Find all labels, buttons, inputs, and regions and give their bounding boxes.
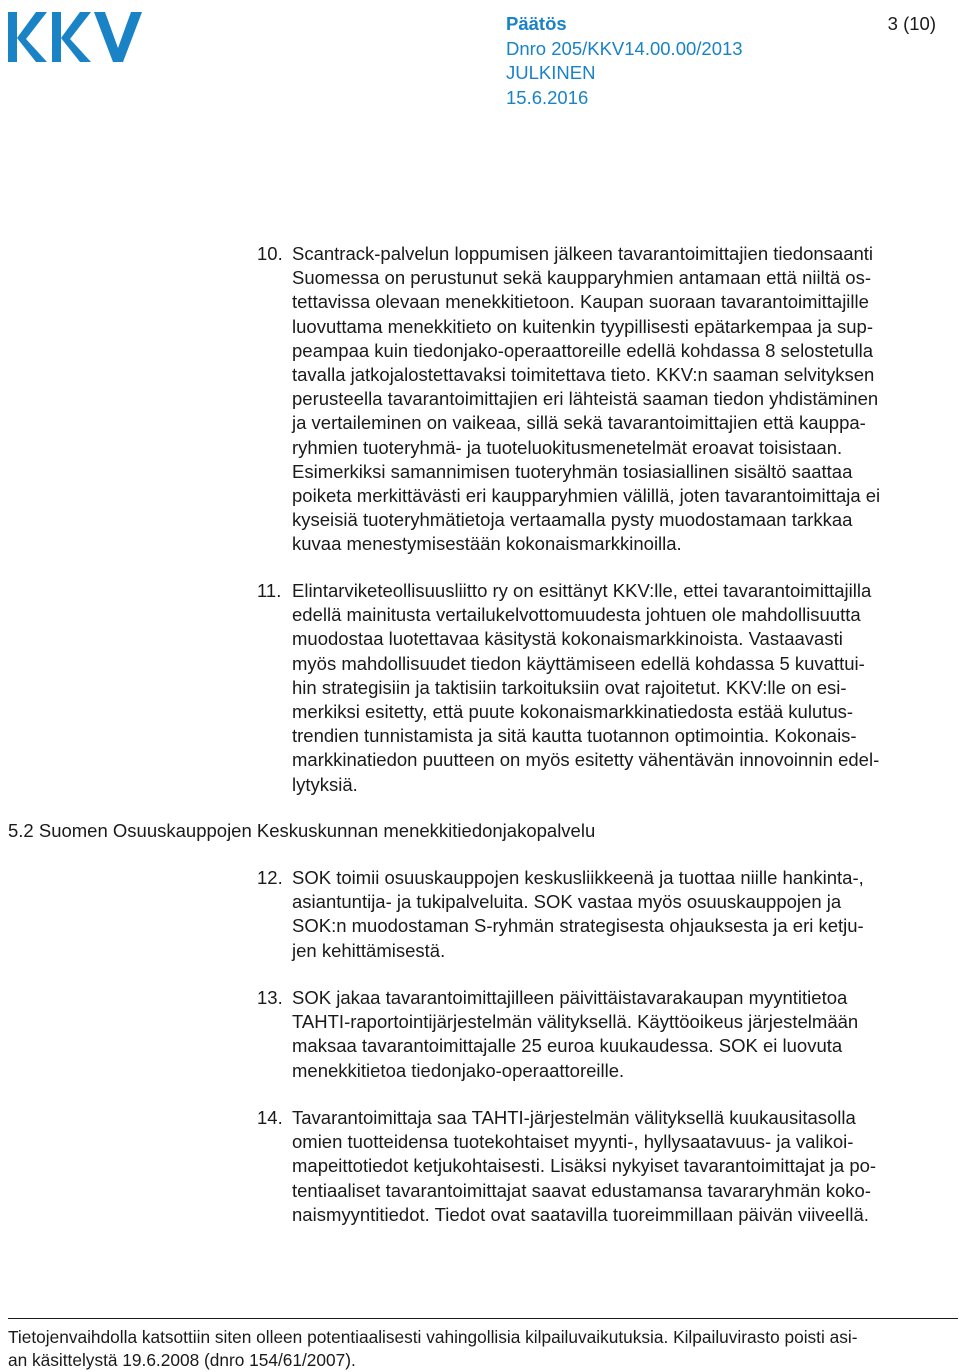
- paragraph-number: 14.: [257, 1107, 283, 1128]
- paragraph-line: Elintarviketeollisuusliitto ry on esittänyt KKV:lle, ettei tavarantoimittajilla: [292, 580, 872, 601]
- paragraph-line: markkinatiedon puutteen on myös esitetty vähentävän innovoinnin edel-: [292, 749, 880, 771]
- paragraph-line: tentiaaliset tavarantoimittajat saavat edustamansa tavararyhmän koko-: [292, 1179, 871, 1201]
- paragraph-line: Scantrack-palvelun loppumisen jälkeen tavarantoimittajien tiedonsaanti: [292, 243, 874, 264]
- publicity-status: JULKINEN: [506, 62, 596, 83]
- paragraph-10: [257, 242, 957, 557]
- diary-number: Dnro 205/KKV14.00.00/2013: [506, 37, 743, 59]
- page-number: 3 (10): [887, 13, 936, 34]
- paragraph-line: kuvaa menestymisestään kokonaismarkkinoilla.: [292, 533, 682, 555]
- paragraph-line: SOK jakaa tavarantoimittajilleen päivittäistavarakaupan myyntitietoa: [292, 987, 848, 1008]
- paragraph-line: lytyksiä.: [292, 773, 358, 795]
- paragraph-line: Tavarantoimittaja saa TAHTI-järjestelmän välityksellä kuukausitasolla: [292, 1107, 856, 1128]
- document-date: 15.6.2016: [506, 86, 589, 108]
- paragraph-line: SOK:n muodostaman S-ryhmän strategisesta ohjauksesta ja eri ketju-: [292, 915, 864, 937]
- document-header: [506, 12, 936, 110]
- paragraph-line: edellä mainitusta vertailukelvottomuudesta johtuen ole mahdollisuutta: [292, 604, 861, 626]
- paragraph-line: Esimerkiksi samannimisen tuoteryhmän tosiasiallinen sisältö saattaa: [292, 460, 853, 482]
- footnote-line: an käsittelystä 19.6.2008 (dnro 154/61/2007).: [8, 1350, 356, 1370]
- footnote-line: Tietojenvaihdolla katsottiin siten olleen potentiaalisesti vahingollisia kilpailuvaikutuksia. Kilpailuvirasto poisti asi-: [8, 1327, 858, 1347]
- paragraph-12: [257, 866, 957, 963]
- kkv-logo-mark: [6, 8, 146, 68]
- paragraph-line: Suomessa on perustunut sekä kaupparyhmien antamaan että niiltä os-: [292, 267, 871, 289]
- footnote: [8, 1326, 958, 1372]
- paragraph-line: tavalla jatkojalostettavaksi toimitettava tieto. KKV:n saaman selvityksen: [292, 364, 875, 386]
- section-heading: 5.2 Suomen Osuuskauppojen Keskuskunnan menekkitiedonjakopalvelu: [8, 820, 596, 841]
- paragraph-line: peampaa kuin tiedonjako-operaattoreille edellä kohdassa 8 selostetulla: [292, 339, 874, 361]
- paragraph-13: [257, 986, 957, 1083]
- paragraph-line: muodostaa luotettavaa käsitystä kokonaismarkkinoista. Vastaavasti: [292, 628, 843, 650]
- paragraph-line: hin strategisiin ja taktisiin tarkoituksiin ovat rajoitetut. KKV:lle on esi-: [292, 676, 847, 698]
- paragraph-number: 13.: [257, 987, 283, 1008]
- paragraph-line: myös mahdollisuudet tiedon käyttämiseen edellä kohdassa 5 kuvattui-: [292, 652, 865, 674]
- paragraph-line: tettavissa olevaan menekkitietoon. Kaupan suoraan tavarantoimittajille: [292, 291, 869, 313]
- paragraph-line: luovuttama menekkitieto on kuitenkin tyypillisesti epätarkempaa ja sup-: [292, 315, 873, 337]
- document-type: Päätös: [506, 13, 567, 34]
- paragraph-line: asiantuntija- ja tukipalveluita. SOK vastaa myös osuuskauppojen ja: [292, 891, 842, 913]
- paragraph-line: TAHTI-raportointijärjestelmän välityksellä. Käyttöoikeus järjestelmään: [292, 1011, 859, 1033]
- paragraph-line: trendien tunnistamista ja sitä kautta tuotannon optimointia. Kokonais-: [292, 725, 857, 747]
- paragraph-14: [257, 1106, 957, 1227]
- paragraph-line: maksaa tavarantoimittajalle 25 euroa kuukaudessa. SOK ei luovuta: [292, 1035, 843, 1057]
- paragraph-line: ja vertaileminen on vaikeaa, sillä sekä tavarantoimittajien että kauppa-: [292, 412, 866, 434]
- paragraph-line: perusteella tavarantoimittajien eri lähteistä saaman tiedon yhdistäminen: [292, 388, 879, 410]
- paragraph-line: naismyyntitiedot. Tiedot ovat saatavilla tuoreimmillaan päivän viiveellä.: [292, 1203, 869, 1225]
- kkv-logo: [6, 8, 146, 68]
- paragraph-11: [257, 579, 957, 797]
- paragraph-line: poiketa merkittävästi eri kaupparyhmien välillä, joten tavarantoimittaja ei: [292, 485, 881, 507]
- paragraph-line: merkiksi esitetty, että puute kokonaismarkkinatiedosta estää kulutus-: [292, 701, 854, 723]
- paragraph-line: ryhmien tuoteryhmä- ja tuoteluokitusmenetelmät eroavat toisistaan.: [292, 436, 843, 458]
- footnote-divider: [8, 1318, 958, 1319]
- paragraph-line: jen kehittämisestä.: [292, 939, 446, 961]
- paragraph-line: mapeittotiedot ketjukohtaisesti. Lisäksi nykyiset tavarantoimittajat ja po-: [292, 1155, 877, 1177]
- paragraph-number: 12.: [257, 867, 283, 888]
- paragraph-number: 11.: [257, 580, 282, 601]
- paragraph-line: SOK toimii osuuskauppojen keskusliikkeenä ja tuottaa niille hankinta-,: [292, 867, 864, 888]
- paragraph-line: omien tuotteidensa tuotekohtaiset myynti-, hyllysaatavuus- ja valikoi-: [292, 1131, 854, 1153]
- paragraph-line: kyseisiä tuoteryhmätietoja vertaamalla pysty muodostamaan tarkkaa: [292, 509, 853, 531]
- paragraph-line: menekkitietoa tiedonjako-operaattoreille.: [292, 1059, 625, 1081]
- paragraph-number: 10.: [257, 243, 283, 264]
